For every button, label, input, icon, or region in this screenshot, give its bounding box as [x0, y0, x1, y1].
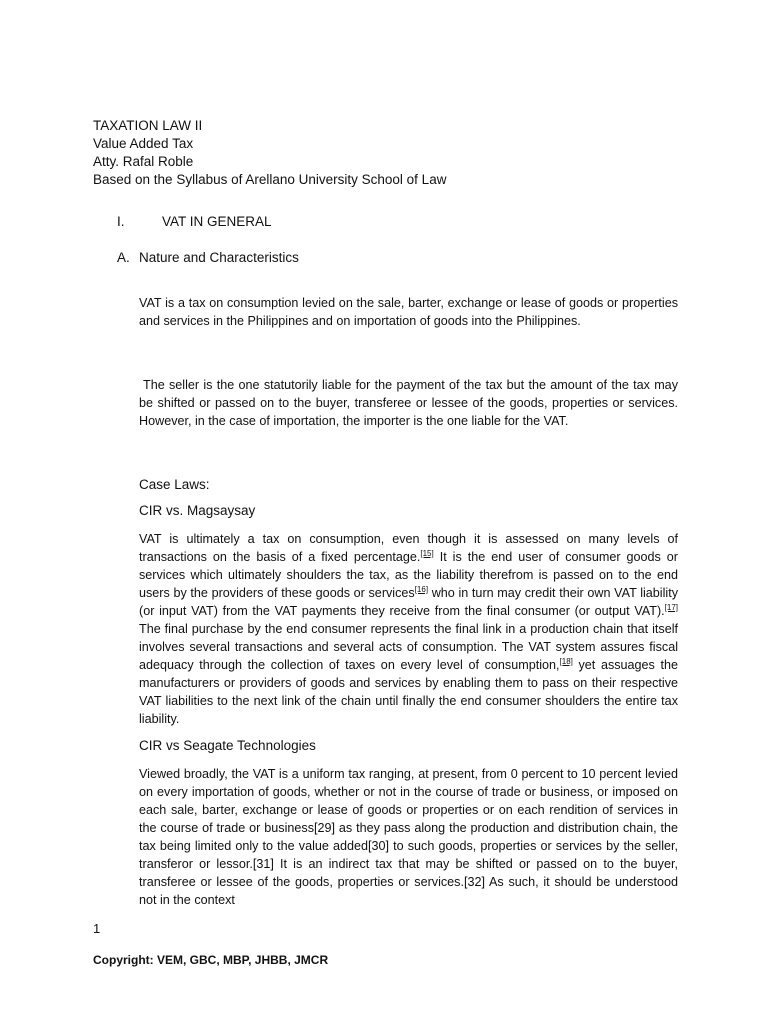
paragraph-liability: The seller is the one statutorily liable for the payment of the tax but the amount of the tax may be shifted or passed on to the buyer, transferee or lessee of the goods, properties or services. However, in the case of importation, the importer is the one liable for the VAT.: [139, 378, 678, 428]
case-text-part: who in turn may credit their own VAT liability (or input VAT) from the VAT payments they receive from the final consumer (or output VAT).: [139, 586, 678, 618]
case-title-magsaysay: CIR vs. Magsaysay: [139, 503, 256, 518]
footnote-ref[interactable]: [18]: [559, 656, 573, 666]
section-heading-1: [117, 214, 272, 229]
case-text-magsaysay: [139, 530, 678, 728]
course-title: TAXATION LAW II: [93, 118, 203, 133]
case-text-part: The final purchase by the end consumer represents the final link in a production chain that itself involves several transactions and several acts of consumption. The VAT system assures fiscal adequacy through the collection of taxes on every level of consumption,: [139, 622, 678, 672]
footnote-ref[interactable]: [16]: [414, 584, 429, 594]
section-title: VAT IN GENERAL: [162, 214, 272, 229]
subsection-letter: A.: [117, 250, 130, 265]
case-text-part: It is the end user of consumer goods or services which ultimately shoulders the tax, as the liability therefrom is passed on to the end users by the providers of these goods or services: [139, 550, 678, 600]
syllabus-basis: Based on the Syllabus of Arellano University School of Law: [93, 172, 447, 187]
document-header: [93, 117, 446, 189]
case-laws-heading: Case Laws:: [139, 477, 210, 492]
footnote-ref[interactable]: [17]: [664, 602, 678, 612]
case-text-part: yet assuages the manufacturers or providers of goods and services by enabling them to pass on their respective VAT liabilities to the next link of the chain until finally the end consumer shoulders the entire tax liability.: [139, 658, 679, 726]
instructor-name: Atty. Rafal Roble: [93, 154, 194, 169]
case-title-seagate: CIR vs Seagate Technologies: [139, 738, 316, 753]
copyright-footer: Copyright: VEM, GBC, MBP, JHBB, JMCR: [93, 953, 329, 967]
case-text-part: VAT is ultimately a tax on consumption, even though it is assessed on many levels of transactions on the basis of a fixed percentage.: [139, 532, 678, 564]
footnote-ref[interactable]: [15]: [420, 548, 434, 558]
page-number: 1: [93, 921, 101, 936]
paragraph-definition: VAT is a tax on consumption levied on the sale, barter, exchange or lease of goods or properties and services in the Philippines and on importation of goods into the Philippines.: [139, 296, 678, 328]
case-text-seagate: Viewed broadly, the VAT is a uniform tax ranging, at present, from 0 percent to 10 percent levied on every importation of goods, whether or not in the course of trade or business, or imposed on each sale, barter, exchange or lease of goods or properties or on each rendition of services in the course of trade or business[29] as they pass along the production and distribution chain, the tax being limited only to the value added[30] to such goods, properties or services by the seller, transferor or lessor.[31] It is an indirect tax that may be shifted or passed on to the buyer, transferee or lessee of the goods, properties or services.[32] As such, it should be understood not in the context: [139, 767, 678, 907]
section-number: I.: [117, 214, 125, 229]
topic-title: Value Added Tax: [93, 136, 194, 151]
subsection-heading-a: [117, 250, 299, 265]
subsection-title: Nature and Characteristics: [139, 250, 299, 265]
